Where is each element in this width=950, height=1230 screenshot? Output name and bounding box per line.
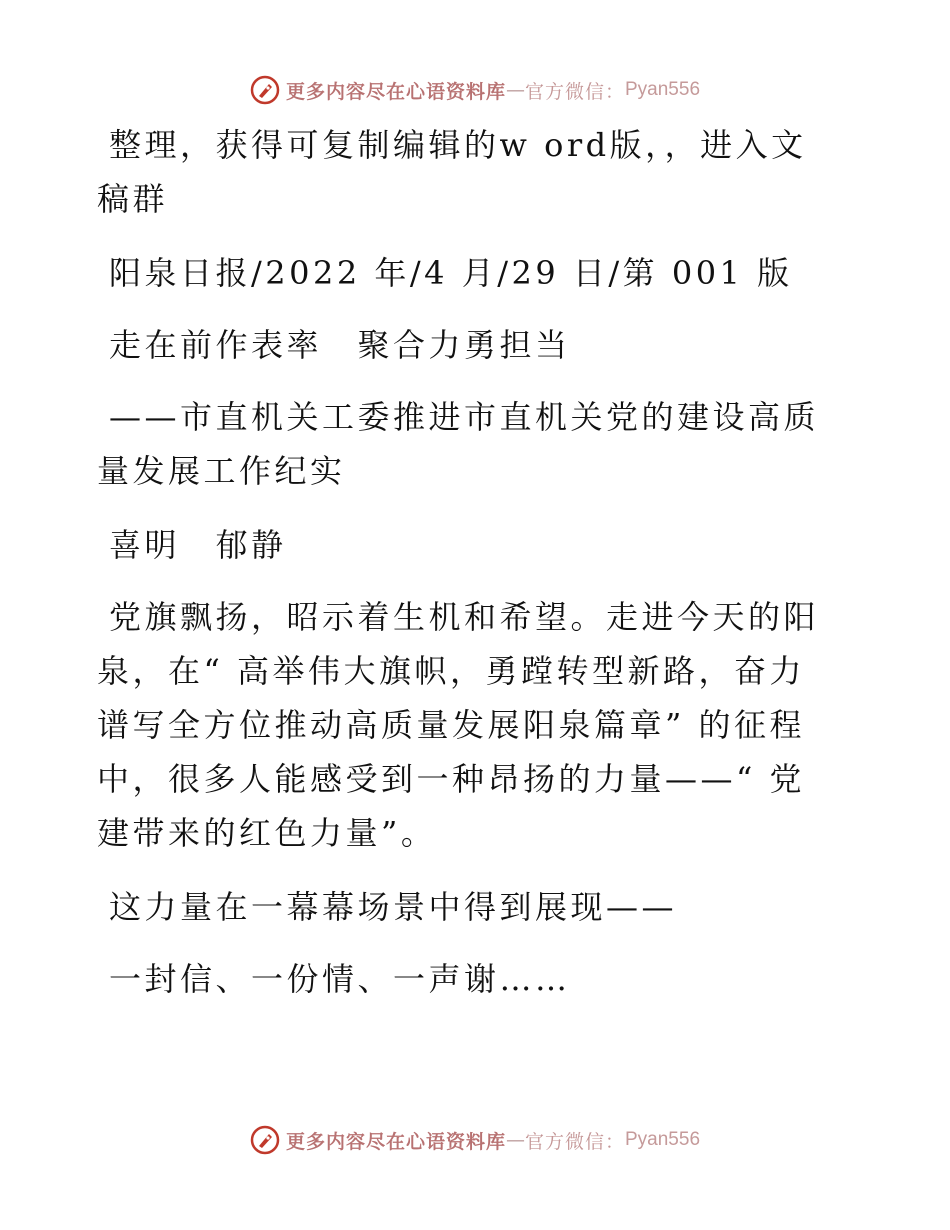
watermark-brand: 更多内容尽在心语资料库 [285, 80, 506, 103]
header-watermark [0, 70, 950, 110]
article-subtitle: ——市直机关工委推进市直机关党的建设高质量发展工作纪实 [97, 398, 820, 490]
intro-note: 整理，获得可复制编辑的w ord版，，进入文稿群 [97, 126, 807, 218]
watermark-wechat-id: Pyan556 [625, 1129, 701, 1150]
pen-nib-logo-icon [250, 1125, 280, 1155]
body-paragraph: 这力量在一幕幕场景中得到展现—— [109, 888, 678, 926]
watermark-wechat-label: 官方微信： [524, 1130, 625, 1153]
article-authors: 喜明 郁静 [109, 526, 287, 564]
document-body [97, 118, 837, 1026]
watermark-wechat-label: 官方微信： [524, 80, 625, 103]
publication-line: 阳泉日报/2022 年/4 月/29 日/第 001 版 [109, 254, 793, 292]
pen-nib-logo-icon [250, 75, 280, 105]
watermark-brand: 更多内容尽在心语资料库 [285, 1130, 506, 1153]
body-paragraph: 党旗飘扬，昭示着生机和希望。走进今天的阳泉，在“ 高举伟大旗帜，勇蹚转型新路，奋力谱写全方位推动高质量发展阳泉篇章” 的征程中，很多人能感受到一种昂扬的力量——“ 党建带来的红色力量”。 [97, 598, 820, 852]
watermark-wechat-id: Pyan556 [625, 79, 701, 100]
watermark-separator: — [505, 79, 525, 101]
body-paragraph: 一封信、一份情、一声谢…… [109, 960, 571, 998]
watermark-separator: — [505, 1129, 525, 1151]
footer-watermark [0, 1120, 950, 1160]
article-title: 走在前作表率 聚合力勇担当 [109, 326, 571, 364]
